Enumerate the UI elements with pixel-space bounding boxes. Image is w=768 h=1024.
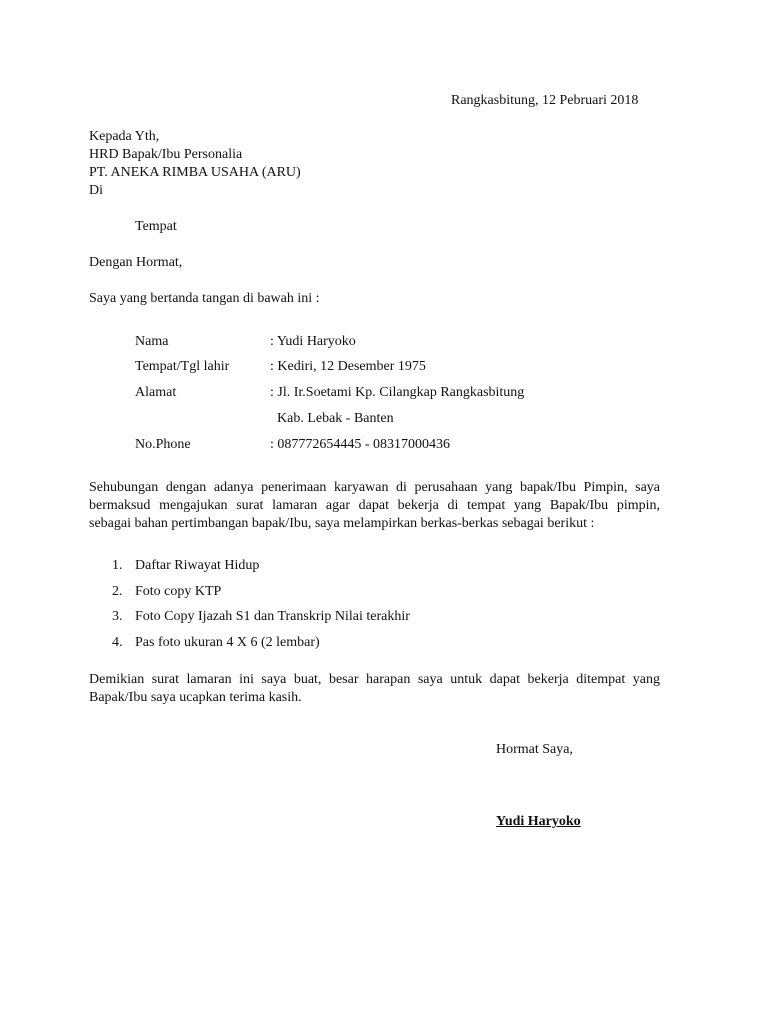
greeting: Dengan Hormat, [89, 255, 183, 270]
list-item-number: 1. [112, 558, 123, 573]
identity-label: Nama [135, 334, 169, 349]
list-item-number: 4. [112, 635, 123, 650]
identity-value: : Kediri, 12 Desember 1975 [270, 359, 426, 374]
identity-value: : 087772654445 - 08317000436 [270, 437, 451, 452]
identity-value: : Yudi Haryoko [270, 334, 356, 349]
recipient-line: Di [89, 183, 103, 198]
identity-label: Alamat [135, 385, 177, 400]
paragraph-line: sebagai bahan pertimbangan bapak/Ibu, saya melampirkan berkas-berkas sebagai berikut : [89, 516, 595, 531]
paragraph-line: bermaksud mengajukan surat lamaran agar dapat bekerja di tempat yang Bapak/Ibu pimpin, [89, 498, 660, 513]
list-item: Pas foto ukuran 4 X 6 (2 lembar) [135, 635, 320, 650]
recipient-line: PT. ANEKA RIMBA USAHA (ARU) [89, 165, 301, 180]
recipient-line: Tempat [135, 219, 177, 234]
identity-label: Tempat/Tgl lahir [135, 359, 230, 374]
paragraph-line: Bapak/Ibu saya ucapkan terima kasih. [89, 690, 302, 705]
recipient-line: Kepada Yth, [89, 129, 160, 144]
identity-value: Kab. Lebak - Banten [277, 411, 394, 426]
list-item-number: 3. [112, 609, 123, 624]
recipient-line: HRD Bapak/Ibu Personalia [89, 147, 243, 162]
signer-name: Yudi Haryoko [496, 814, 581, 829]
closing-salutation: Hormat Saya, [496, 742, 573, 757]
paragraph-line: Demikian surat lamaran ini saya buat, besar harapan saya untuk dapat bekerja ditempat yang [89, 672, 660, 687]
identity-value: : Jl. Ir.Soetami Kp. Cilangkap Rangkasbitung [270, 385, 525, 400]
list-item: Foto copy KTP [135, 584, 222, 599]
intro-text: Saya yang bertanda tangan di bawah ini : [89, 291, 320, 306]
paragraph-line: Sehubungan dengan adanya penerimaan karyawan di perusahaan yang bapak/Ibu Pimpin, saya [89, 480, 660, 495]
identity-label: No.Phone [135, 437, 191, 452]
list-item: Daftar Riwayat Hidup [135, 558, 260, 573]
place-date: Rangkasbitung, 12 Pebruari 2018 [451, 93, 639, 108]
list-item: Foto Copy Ijazah S1 dan Transkrip Nilai terakhir [135, 609, 410, 624]
list-item-number: 2. [112, 584, 123, 599]
